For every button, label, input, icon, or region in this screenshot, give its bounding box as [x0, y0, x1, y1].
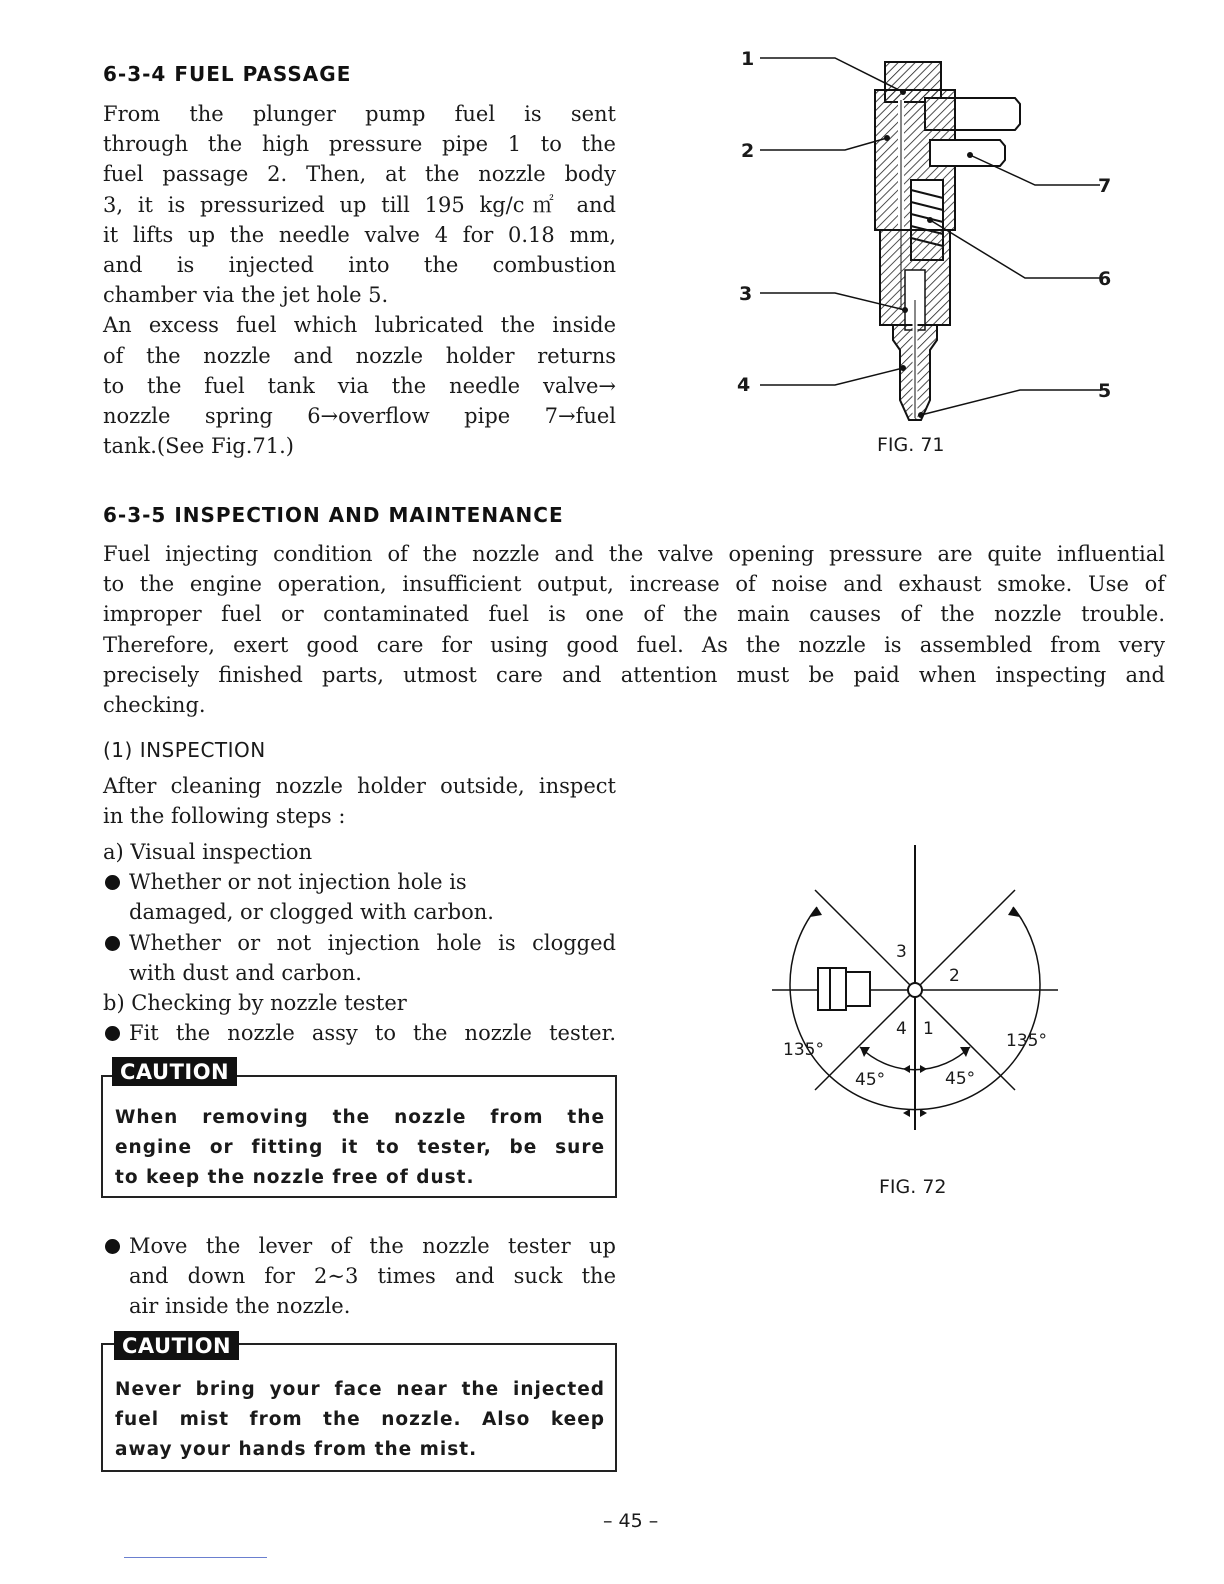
fig71-caption: FIG. 71 [877, 434, 945, 456]
caution-box-2 [101, 1343, 617, 1472]
step-b: b) Checking by nozzle tester [103, 991, 407, 1016]
text-line: Whether or not injection hole is clogged [129, 930, 616, 955]
text-line: damaged, or clogged with carbon. [129, 900, 494, 925]
center-hub [908, 983, 922, 997]
fig72-label-3: 3 [896, 942, 907, 962]
footer-rule [124, 1557, 267, 1558]
section-634-body [103, 99, 616, 461]
nozzle-icon [818, 968, 870, 1010]
text-line: to the engine operation, insufficient output, increase of noise and exhaust smoke. Use of [103, 572, 1165, 597]
text-line: fuel mist from the nozzle. Also keep [115, 1409, 605, 1431]
text-line: Never bring your face near the injected [115, 1379, 605, 1400]
caution-label-2: CAUTION [114, 1331, 239, 1360]
caution-text-2 [115, 1375, 605, 1466]
bullet-item [103, 1231, 616, 1322]
section-635-heading: 6-3-5 INSPECTION AND MAINTENANCE [103, 503, 564, 527]
fig72-angle-right: 135° [1006, 1031, 1047, 1051]
bullet-icon [105, 875, 120, 890]
text-line: and down for 2∼3 times and suck the [129, 1264, 616, 1289]
fig72-angle-bottom-right: 45° [945, 1069, 976, 1089]
fig71-callout-4: 4 [737, 374, 751, 396]
text-line: to keep the nozzle free of dust. [115, 1167, 475, 1189]
fig72-label-2: 2 [949, 966, 960, 986]
text-line: and is injected into the combustion [103, 253, 616, 278]
fig72-label-1: 1 [923, 1019, 934, 1039]
text-line: air inside the nozzle. [129, 1294, 351, 1319]
text-line: precisely finished parts, utmost care and attention must be paid when inspecting and [103, 662, 1165, 687]
page-number: – 45 – [603, 1510, 659, 1532]
fig72-label-4: 4 [896, 1019, 907, 1039]
fig72-caption: FIG. 72 [879, 1176, 947, 1198]
fig71-callout-7: 7 [1098, 175, 1112, 197]
text-line: 3, it is pressurized up till 195 kg/c㎡ and [103, 192, 616, 217]
fig72-angle-bottom-left: 45° [855, 1070, 886, 1090]
inspection-steps [103, 837, 616, 1048]
fig71-callout-3: 3 [739, 283, 753, 305]
fig72-spray-diagram [760, 845, 1070, 1135]
text-line: When removing the nozzle from the [115, 1107, 605, 1128]
caution-text-1 [115, 1103, 605, 1194]
caution-box-1 [101, 1075, 617, 1198]
inspection-heading: (1) INSPECTION [103, 738, 266, 762]
text-line: From the plunger pump fuel is sent [103, 102, 616, 126]
bullet-item [103, 928, 616, 988]
text-line: Therefore, exert good care for using good fuel. As the nozzle is assembled from very [103, 632, 1165, 657]
fig71-callout-6: 6 [1098, 268, 1112, 290]
caution-label-1: CAUTION [112, 1057, 237, 1086]
text-line: improper fuel or contaminated fuel is one of the main causes of the nozzle trouble. [103, 602, 1165, 627]
text-line: nozzle spring 6→overflow pipe 7→fuel [103, 404, 616, 429]
inspection-intro [103, 771, 616, 831]
text-line: fuel passage 2. Then, at the nozzle body [103, 162, 616, 187]
fig71-callout-5: 5 [1098, 380, 1112, 402]
bullet-icon [105, 936, 120, 951]
text-line: Fuel injecting condition of the nozzle and the valve opening pressure are quite influential [103, 542, 1165, 566]
text-line: Fit the nozzle assy to the nozzle tester. [129, 1021, 616, 1046]
section-634-heading: 6-3-4 FUEL PASSAGE [103, 62, 352, 86]
text-line: through the high pressure pipe 1 to the [103, 132, 616, 157]
text-line: Whether or not injection hole is [129, 870, 467, 895]
overflow-pipe [930, 140, 1005, 166]
fig71-callout-2: 2 [741, 140, 755, 162]
text-line: chamber via the jet hole 5. [103, 283, 389, 308]
text-line: it lifts up the needle valve 4 for 0.18 mm, [103, 222, 616, 247]
text-line: with dust and carbon. [129, 960, 362, 985]
section-635-body [103, 539, 1165, 720]
fig71-callout-1: 1 [741, 48, 755, 70]
bullet-icon [105, 1026, 120, 1041]
fig72-angle-left: 135° [783, 1040, 824, 1060]
text-line: After cleaning nozzle holder outside, inspect [103, 774, 616, 798]
text-line: to the fuel tank via the needle valve→ [103, 373, 616, 398]
text-line: checking. [103, 693, 206, 718]
text-line: of the nozzle and nozzle holder returns [103, 343, 616, 368]
text-line: engine or fitting it to tester, be sure [115, 1137, 605, 1159]
text-line: tank.(See Fig.71.) [103, 434, 294, 459]
text-line: away your hands from the mist. [115, 1439, 478, 1461]
step-a: a) Visual inspection [103, 840, 313, 864]
bullet-item [103, 867, 616, 927]
bullet-icon [105, 1239, 120, 1254]
text-line: in the following steps : [103, 804, 346, 829]
fig71-nozzle-diagram [725, 40, 1125, 430]
bullet-item [103, 1018, 616, 1048]
text-line: Move the lever of the nozzle tester up [129, 1234, 616, 1258]
text-line: An excess fuel which lubricated the inside [103, 313, 616, 338]
inspection-bullet-4 [103, 1231, 616, 1322]
